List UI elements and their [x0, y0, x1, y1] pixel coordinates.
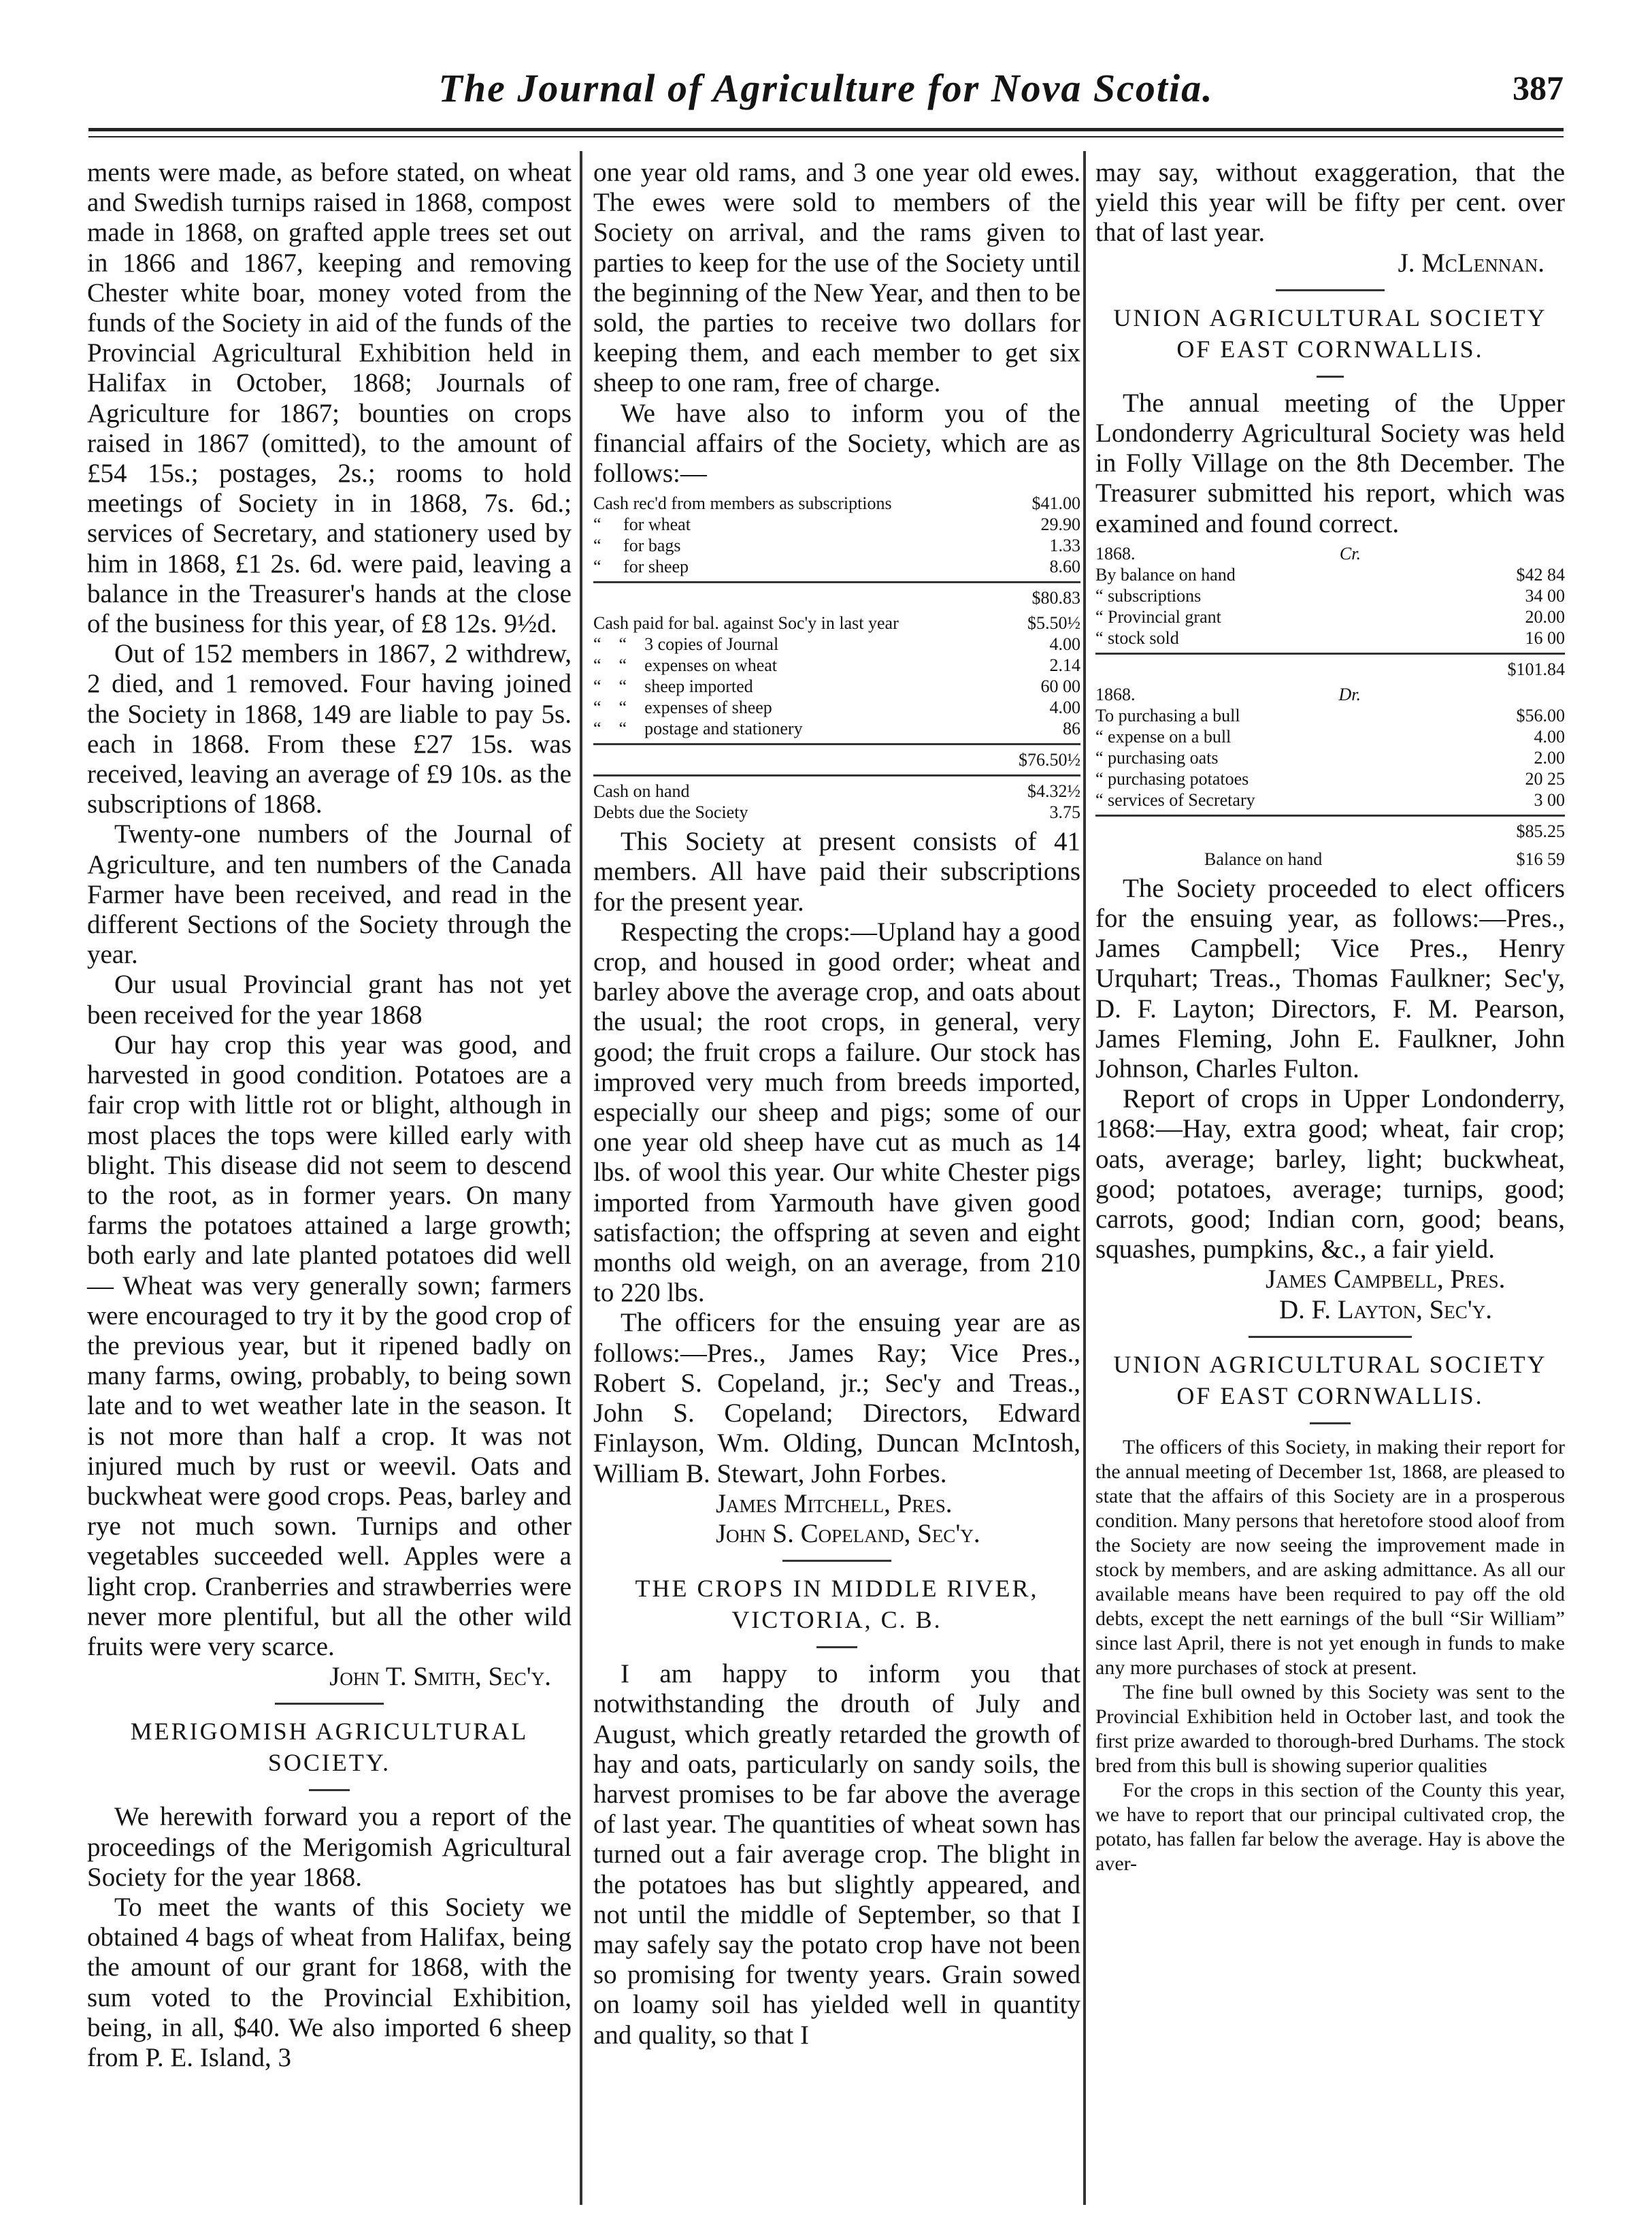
account-row [1095, 606, 1565, 627]
account-row [593, 781, 1080, 802]
account-label: “ for sheep [593, 557, 689, 577]
col3-paragraph: The annual meeting of the Upper Londonderry Agricultural Society was held in Folly Village on the 8th December. The Treasurer submitted his report, which was examined and found correct. [1095, 388, 1565, 538]
account-label: “ “ sheep imported [593, 676, 753, 697]
col2-paragraph: one year old rams, and 3 one year old ewes. The ewes were sold to members of the Society on arrival, and the rams given to parties to keep for the use of the Society until the beginning of the New Year, and then to be sold, the parties to receive two dollars for keeping them, and each member to get six sheep to one ram, free of charge. [593, 158, 1080, 398]
section-divider [1317, 376, 1344, 378]
column-1 [87, 158, 572, 2073]
account-label: Balance on hand [1204, 849, 1323, 869]
section-heading: THE CROPS IN MIDDLE RIVER, VICTORIA, C. B. [635, 1575, 1039, 1634]
account-label: Cash rec'd from members as subscriptions [593, 493, 892, 514]
account-amount: 4.00 [1049, 698, 1080, 718]
account-row [593, 514, 1080, 535]
account-row [593, 676, 1080, 697]
account-amount: 29.90 [1040, 514, 1080, 535]
header-rule-thin [88, 136, 1564, 137]
section-divider [275, 1703, 384, 1705]
account-receipts [593, 493, 1080, 608]
col3-paragraph: For the crops in this section of the County this year, we have to report that our principal cultivated crop, the potato, has fallen far below the average. Hay is above the aver- [1095, 1778, 1565, 1875]
signature: James Mitchell, Pres. [716, 1488, 953, 1518]
account-row [1095, 747, 1565, 768]
account-total: $85.25 [1095, 815, 1565, 842]
col3-paragraph: may say, without exaggeration, that the yield this year will be fifty per cent. over that of last year. [1095, 158, 1565, 248]
account-label: “ “ 3 copies of Journal [593, 634, 779, 655]
account-amount: 2.00 [1534, 747, 1565, 768]
col3-paragraph: The fine bull owned by this Society was sent to the Provincial Exhibition held in October last, and took the first prize awarded to thorough-bred Durhams. The stock bred from this bull is showing superior qualities [1095, 1680, 1565, 1777]
account-side-label: Cr. [1339, 543, 1361, 563]
account-amount: $4.32½ [1027, 781, 1080, 802]
signature: James Campbell, Pres. [1266, 1264, 1506, 1294]
account-total: $101.84 [1095, 653, 1565, 680]
journal-title: The Journal of Agriculture for Nova Scotia. [438, 66, 1214, 110]
section-divider [1310, 1422, 1351, 1424]
col2-paragraph: This Society at present consists of 41 members. All have paid their subscriptions for the present year. [593, 827, 1080, 917]
account-label: “ “ expenses of sheep [593, 698, 772, 718]
account-header [1095, 684, 1565, 705]
account-row [593, 718, 1080, 739]
account-row [593, 634, 1080, 655]
column-2 [593, 158, 1080, 2050]
account-amount: 3.75 [1049, 802, 1080, 823]
account-label: “ purchasing potatoes [1095, 768, 1249, 789]
account-label: By balance on hand [1095, 564, 1236, 585]
account-label: “ for bags [593, 536, 681, 556]
account-row [593, 535, 1080, 556]
signature: John S. Copeland, Sec'y. [716, 1518, 980, 1548]
account-amount: 60 00 [1040, 676, 1080, 697]
signature: J. McLennan. [1398, 248, 1544, 278]
account-debit [1095, 684, 1565, 870]
account-label: “ purchasing oats [1095, 747, 1219, 768]
signature: John T. Smith, Sec'y. [329, 1662, 551, 1692]
account-row [1095, 564, 1565, 585]
account-amount: $56.00 [1516, 705, 1565, 725]
account-row [593, 612, 1080, 634]
account-amount: 86 [1063, 719, 1080, 739]
col2-paragraph: Respecting the crops:—Upland hay a good crop, and housed in good order; wheat and barley above the average crop, and oats about the usual; the root crops, in general, very good; the fruit crops a failure. Our stock has improved very much from breeds imported, especially our sheep and pigs; some of our one year old sheep have cut as much as 14 lbs. of wool this year. Our white Chester pigs imported from Yarmouth have given good satisfaction; the offspring at seven and eight months old weigh, on an average, from 210 to 220 lbs. [593, 917, 1080, 1308]
account-row [1095, 768, 1565, 789]
column-divider-2 [1083, 151, 1086, 2205]
signature: D. F. Layton, Sec'y. [1279, 1294, 1493, 1324]
account-label: “ for wheat [593, 514, 691, 535]
account-label: “ Provincial grant [1095, 606, 1221, 627]
section-divider [782, 1560, 891, 1562]
column-divider-1 [580, 151, 582, 2205]
account-amount: 4.00 [1049, 634, 1080, 655]
col1-paragraph: We herewith forward you a report of the proceedings of the Merigomish Agricultural Society for the year 1868. [87, 1802, 572, 1892]
account-row [593, 802, 1080, 823]
account-amount: 2.14 [1049, 655, 1080, 676]
account-label: “ stock sold [1095, 627, 1179, 648]
account-label: Cash paid for bal. against Soc'y in last year [593, 613, 899, 634]
account-row [593, 556, 1080, 577]
account-year: 1868. [1095, 684, 1136, 704]
col1-paragraph: Twenty-one numbers of the Journal of Agriculture, and ten numbers of the Canada Farmer have been received, and read in the different Sections of the Society through the year. [87, 819, 572, 970]
column-3 [1095, 158, 1565, 1876]
account-label: Cash on hand [593, 781, 690, 802]
header-rule-thick [88, 128, 1564, 131]
account-amount: 16 00 [1525, 627, 1565, 648]
section-divider [309, 1789, 350, 1791]
account-amount: $16 59 [1516, 849, 1565, 869]
section-divider [1276, 289, 1385, 291]
account-amount: 1.33 [1049, 536, 1080, 556]
account-amount: $5.50½ [1027, 613, 1080, 634]
account-credit [1095, 543, 1565, 680]
col1-paragraph: Our usual Provincial grant has not yet been received for the year 1868 [87, 970, 572, 1030]
section-heading: UNION AGRICULTURAL SOCIETY OF EAST CORNWALLIS. [1113, 304, 1547, 363]
account-amount: 8.60 [1049, 557, 1080, 577]
col3-paragraph: The officers of this Society, in making their report for the annual meeting of December 1st, 1868, are pleased to state that the affairs of this Society are in a prosperous condition. Many persons that heretofore stood aloof from the Society are now seeing the improvement made in stock by members, and are asking admittance. As all our available means have been required to pay off the old debts, except the nett earnings of the bull “Sir William” since last April, there is not yet enough in funds to make any more purchases of stock at present. [1095, 1435, 1565, 1679]
col2-paragraph: The officers for the ensuing year are as follows:—Pres., James Ray; Vice Pres., Robert S. Copeland, jr.; Sec'y and Treas., John S. Copeland; Directors, Edward Finlayson, Wm. Olding, Duncan McIntosh, William B. Stewart, John Forbes. [593, 1308, 1080, 1488]
page-number: 387 [1513, 69, 1564, 107]
account-label: “ subscriptions [1095, 585, 1202, 606]
account-row [1095, 705, 1565, 726]
account-amount: 34 00 [1525, 585, 1565, 606]
account-amount: 4.00 [1534, 726, 1565, 747]
account-label: “ “ expenses on wheat [593, 655, 778, 676]
section-divider [1249, 1336, 1412, 1338]
col3-paragraph: Report of crops in Upper Londonderry, 1868:—Hay, extra good; wheat, fair crop; oats, average; barley, light; buckwheat, good; potatoes, average; turnips, good; carrots, good; Indian corn, good; beans, squashes, pumpkins, &c., a fair yield. [1095, 1084, 1565, 1264]
col2-paragraph: I am happy to inform you that notwithstanding the drouth of July and August, which greatly retarded the growth of hay and oats, particularly on sandy soils, the harvest promises to be far above the average of last year. The quantities of wheat sown has turned out a fair average crop. The blight in the potatoes has but slightly appeared, and not until the middle of September, so that I may safely say the potato crop have not been so promising for twenty years. Grain sowed on loamy soil has yielded well in quantity and quality, so that I [593, 1659, 1080, 2050]
account-row [1095, 726, 1565, 747]
account-year: 1868. [1095, 543, 1136, 563]
account-payments [593, 612, 1080, 770]
account-total: $76.50½ [593, 743, 1080, 770]
account-balance-row [1095, 849, 1565, 870]
account-label: Debts due the Society [593, 802, 748, 823]
account-side-label: Dr. [1338, 684, 1361, 704]
account-amount: $41.00 [1031, 493, 1080, 514]
col1-paragraph: To meet the wants of this Society we obtained 4 bags of wheat from Halifax, being the amount of our grant for 1868, with the sum voted to the Provincial Exhibition, being, in all, $40. We also imported 6 sheep from P. E. Island, 3 [87, 1892, 572, 2072]
page-header [88, 65, 1564, 113]
account-row [593, 493, 1080, 514]
account-row [593, 697, 1080, 718]
account-row [593, 655, 1080, 676]
col1-paragraph: Our hay crop this year was good, and harvested in good condition. Potatoes are a fair crop with little rot or blight, although in most places the tops were killed early with blight. This disease did not seem to descend to the root, as in former years. On many farms the potatoes attained a large growth; both early and late planted potatoes did well — Wheat was very generally sown; farmers were encouraged to try it by the good crop of the previous year, but it ripened badly on many farms, owing, probably, to being sown late and to wet weather late in the season. It is not more than half a crop. It was not injured much by rust or weevil. Oats and buckwheat were good crops. Peas, barley and rye not much sown. Turnips and other vegetables succeeded well. Apples were a light crop. Cranberries and strawberries were never more plentiful, but all the other wild fruits were very scarce. [87, 1030, 572, 1661]
col2-paragraph: We have also to inform you of the financial affairs of the Society, which are as follows:— [593, 398, 1080, 489]
account-header [1095, 543, 1565, 564]
account-label: To purchasing a bull [1095, 705, 1240, 725]
account-amount: $42 84 [1516, 564, 1565, 585]
account-label: “ services of Secretary [1095, 789, 1255, 810]
account-amount: 20.00 [1525, 606, 1565, 627]
col1-paragraph: ments were made, as before stated, on wheat and Swedish turnips raised in 1868, compost made in 1868, on grafted apple trees set out in 1866 and 1867, keeping and removing Chester white boar, money voted from the funds of the Society in aid of the funds of the Provincial Agricultural Exhibition held in Halifax in October, 1868; Journals of Agriculture for 1867; bounties on crops raised in 1867 (omitted), to the amount of £54 15s.; postages, 2s.; rooms to hold meetings of Society in in 1868, 7s. 6d.; services of Secretary, and stationery used by him in 1868, £1 2s. 6d. were paid, leaving a balance in the Treasurer's hands at the close of the business for this year, of £8 12s. 9½d. [87, 158, 572, 639]
section-divider [816, 1646, 857, 1648]
col1-paragraph: Out of 152 members in 1867, 2 withdrew, 2 died, and 1 removed. Four having joined the Society in 1868, 149 are liable to pay 5s. each in 1868. From these £27 15s. was received, leaving an average of £9 10s. as the subscriptions of 1868. [87, 639, 572, 819]
account-amount: 20 25 [1525, 768, 1565, 789]
account-balance [593, 774, 1080, 823]
section-heading: UNION AGRICULTURAL SOCIETY OF EAST CORNWALLIS. [1113, 1350, 1547, 1409]
account-row [1095, 585, 1565, 606]
col3-paragraph: The Society proceeded to elect officers for the ensuing year, as follows:—Pres., James Campbell; Vice Pres., Henry Urquhart; Treas., Thomas Faulkner; Sec'y, D. F. Layton; Directors, F. M. Pearson, James Fleming, John E. Faulkner, John Johnson, Charles Fulton. [1095, 873, 1565, 1084]
account-row [1095, 627, 1565, 649]
account-label: “ “ postage and stationery [593, 719, 803, 739]
account-row [1095, 789, 1565, 811]
section-heading: MERIGOMISH AGRICULTURAL SOCIETY. [130, 1718, 529, 1777]
account-amount: 3 00 [1534, 789, 1565, 810]
account-total: $80.83 [593, 581, 1080, 608]
account-label: “ expense on a bull [1095, 726, 1232, 747]
